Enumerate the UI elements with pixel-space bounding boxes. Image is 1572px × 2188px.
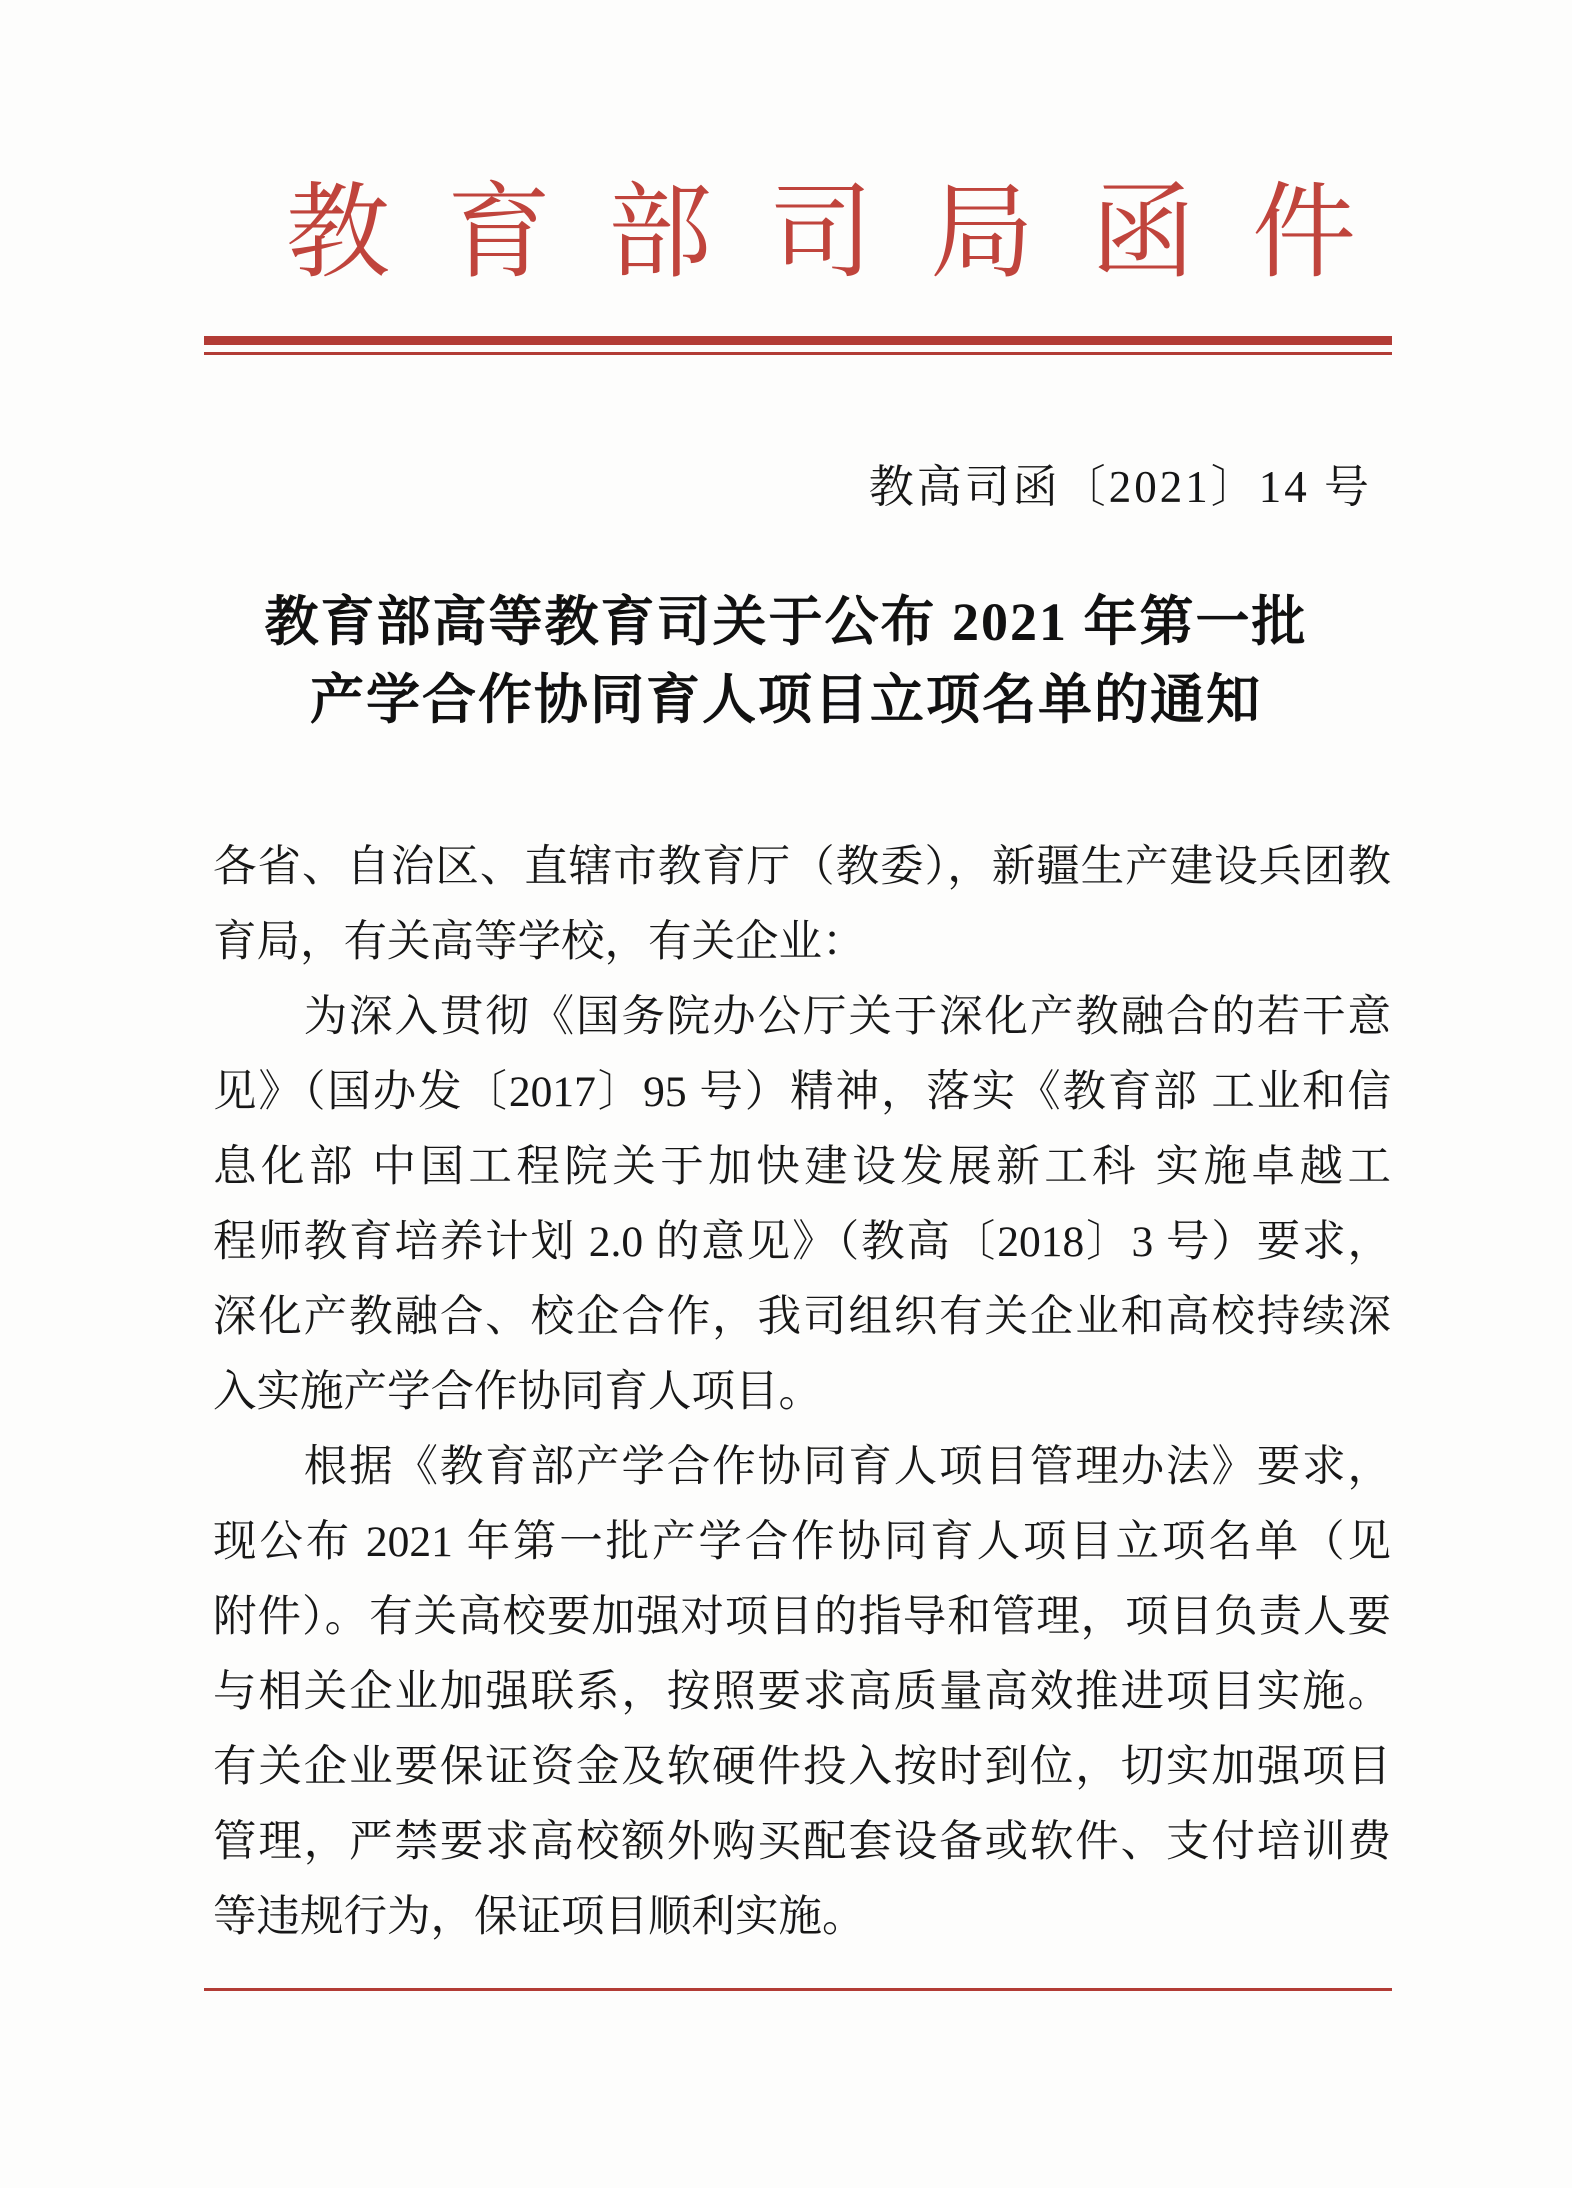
body-line-7: 深化产教融合、校企合作，我司组织有关企业和高校持续深 — [213, 1293, 1391, 1341]
body-line-13: 有关企业要保证资金及软硬件投入按时到位，切实加强项目 — [213, 1743, 1391, 1791]
body-line-5: 息化部 中国工程院关于加快建设发展新工科 实施卓越工 — [213, 1143, 1391, 1191]
body-line-4: 见》（国办发〔2017〕95 号）精神，落实《教育部 工业和信 — [213, 1068, 1391, 1116]
body-line-10: 现公布 2021 年第一批产学合作协同育人项目立项名单（见 — [213, 1518, 1391, 1566]
footer-rule — [204, 1988, 1392, 1991]
masthead-title: 教育部司局函件 — [286, 176, 1414, 291]
document-title — [120, 583, 1452, 739]
document-number: 教高司函〔2021〕14 号 — [868, 462, 1372, 512]
document-title-line2: 产学合作协同育人项目立项名单的通知 — [310, 670, 1262, 730]
body-line-15: 等违规行为，保证项目顺利实施。 — [213, 1893, 866, 1941]
body-line-3: 为深入贯彻《国务院办公厅关于深化产教融合的若干意 — [213, 993, 1391, 1041]
body-line-9: 根据《教育部产学合作协同育人项目管理办法》要求， — [213, 1443, 1391, 1491]
body-line-1: 各省、自治区、直辖市教育厅（教委），新疆生产建设兵团教 — [213, 843, 1391, 891]
masthead-rule-thin — [204, 352, 1392, 355]
masthead-rule-thick — [204, 336, 1392, 345]
document-title-line1: 教育部高等教育司关于公布 2021 年第一批 — [264, 592, 1308, 652]
body-line-11: 附件）。有关高校要加强对项目的指导和管理，项目负责人要 — [213, 1593, 1391, 1641]
body-line-6: 程师教育培养计划 2.0 的意见》（教高〔2018〕3 号）要求， — [213, 1218, 1391, 1266]
body-line-14: 管理，严禁要求高校额外购买配套设备或软件、支付培训费 — [213, 1818, 1391, 1866]
body-line-12: 与相关企业加强联系，按照要求高质量高效推进项目实施。 — [213, 1668, 1391, 1716]
body-text — [213, 830, 1391, 1955]
body-line-8: 入实施产学合作协同育人项目。 — [213, 1368, 822, 1416]
body-line-2: 育局，有关高等学校，有关企业： — [213, 918, 866, 966]
